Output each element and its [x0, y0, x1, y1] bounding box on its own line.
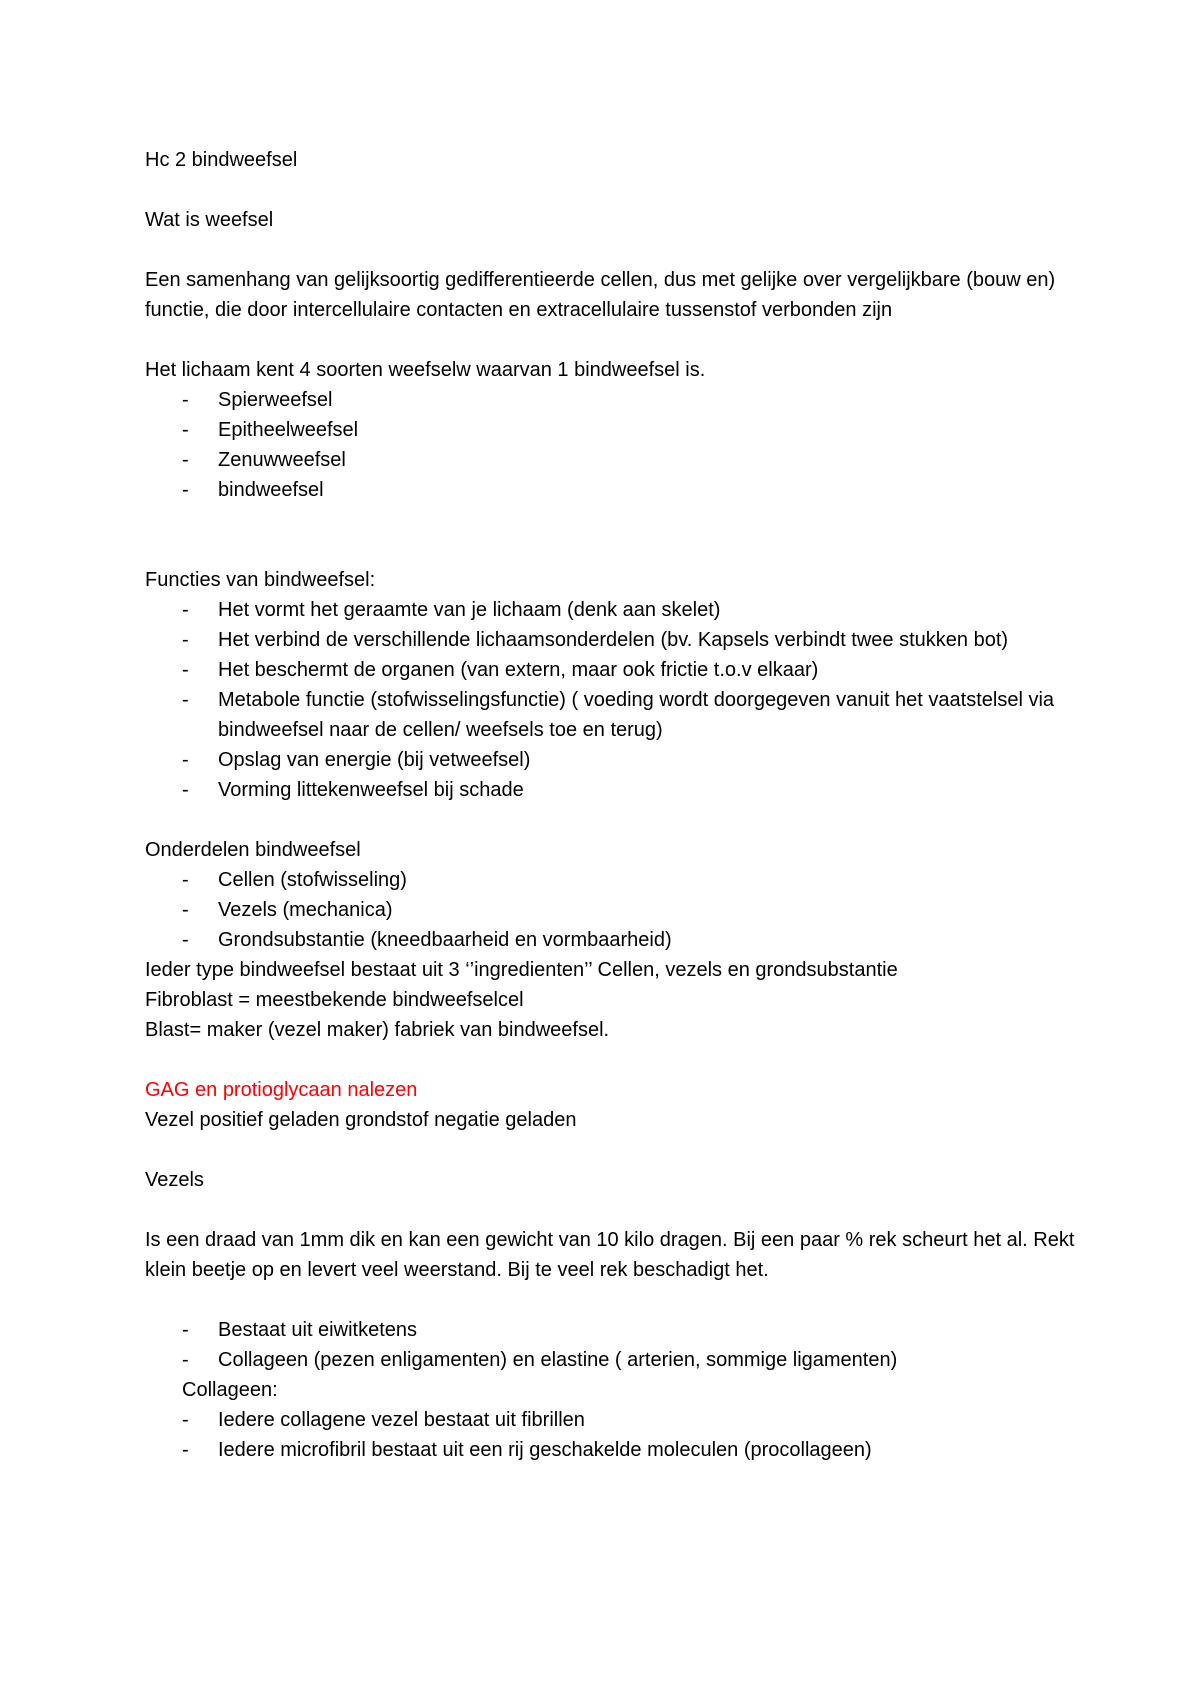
- document-title: Hc 2 bindweefsel: [145, 149, 298, 171]
- list-item: - Het vormt het geraamte van je lichaam (denk aan skelet): [182, 599, 721, 621]
- list-item: - Metabole functie (stofwisselingsfunctie) ( voeding wordt doorgegeven vanuit het vaatstelsel via bindweefsel naar de cellen/ weefsels toe en terug): [182, 689, 1055, 741]
- list-item: - Iedere microfibril bestaat uit een rij geschakelde moleculen (procollageen): [182, 1439, 872, 1461]
- list-item: - Opslag van energie (bij vetweefsel): [182, 749, 531, 771]
- question-heading: Wat is weefsel: [145, 209, 274, 231]
- fibers-list: [145, 1315, 1075, 1375]
- list-item: - Het beschermt de organen (van extern, maar ook frictie t.o.v elkaar): [182, 659, 819, 681]
- list-item: - Het verbind de verschillende lichaamsonderdelen (bv. Kapsels verbindt twee stukken bot): [182, 629, 1009, 651]
- list-item: - Spierweefsel: [182, 389, 333, 411]
- parts-note: Fibroblast = meestbekende bindweefselcel: [145, 989, 524, 1011]
- charge-note: Vezel positief geladen grondstof negatie geladen: [145, 1109, 577, 1131]
- list-item: - Vorming littekenweefsel bij schade: [182, 779, 524, 801]
- tissue-types-list: [145, 385, 1075, 505]
- list-item: - Bestaat uit eiwitketens: [182, 1319, 417, 1341]
- collagen-list: [145, 1405, 1075, 1465]
- list-item: - Cellen (stofwisseling): [182, 869, 407, 891]
- list-item: - Collageen (pezen enligamenten) en elastine ( arterien, sommige ligamenten): [182, 1349, 898, 1371]
- list-item: - Vezels (mechanica): [182, 899, 393, 921]
- functions-list: [145, 595, 1075, 805]
- tissue-types-intro: Het lichaam kent 4 soorten weefselw waarvan 1 bindweefsel is.: [145, 359, 706, 381]
- parts-note: Ieder type bindweefsel bestaat uit 3 ‘’ingredienten’’ Cellen, vezels en grondsubstantie: [145, 959, 898, 981]
- red-highlight-note: GAG en protioglycaan nalezen: [145, 1079, 418, 1101]
- collagen-heading: Collageen:: [182, 1379, 278, 1401]
- definition-paragraph: Een samenhang van gelijksoortig gedifferentieerde cellen, dus met gelijke over vergelijkbare (bouw en) functie, die door intercellulaire contacten en extracellulaire tussenstof verbonden zijn: [145, 269, 1056, 321]
- list-item: - bindweefsel: [182, 479, 324, 501]
- parts-list: [145, 865, 1075, 955]
- fibers-paragraph: Is een draad van 1mm dik en kan een gewicht van 10 kilo dragen. Bij een paar % rek scheurt het al. Rekt klein beetje op en levert veel weerstand. Bij te veel rek beschadigt het.: [145, 1229, 1075, 1281]
- list-item: - Epitheelweefsel: [182, 419, 359, 441]
- list-item: - Grondsubstantie (kneedbaarheid en vormbaarheid): [182, 929, 672, 951]
- list-item: - Iedere collagene vezel bestaat uit fibrillen: [182, 1409, 585, 1431]
- document-page: [145, 145, 1075, 1465]
- functions-heading: Functies van bindweefsel:: [145, 569, 376, 591]
- parts-note: Blast= maker (vezel maker) fabriek van bindweefsel.: [145, 1019, 610, 1041]
- parts-heading: Onderdelen bindweefsel: [145, 839, 361, 861]
- fibers-heading: Vezels: [145, 1169, 204, 1191]
- list-item: - Zenuwweefsel: [182, 449, 346, 471]
